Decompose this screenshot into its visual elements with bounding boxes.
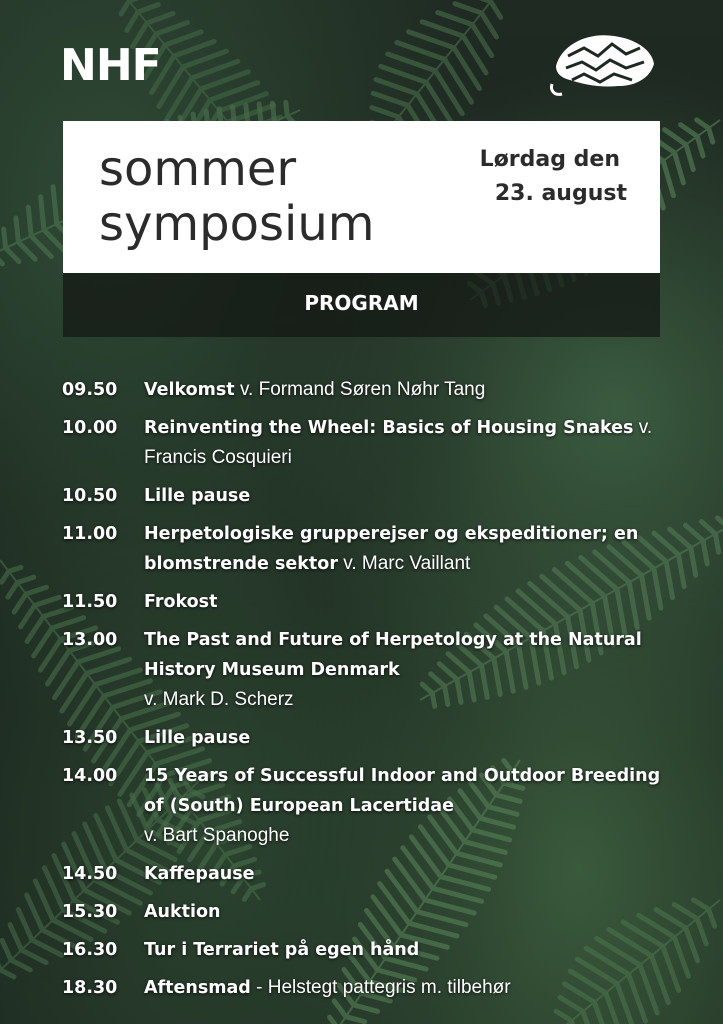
schedule-description <box>144 481 682 511</box>
session-speaker: v. Mark D. Scherz <box>144 689 294 710</box>
schedule-description <box>144 587 682 617</box>
schedule-description <box>144 935 682 965</box>
title-line-2: symposium <box>99 196 375 252</box>
schedule-time: 16.30 <box>62 940 118 960</box>
schedule-row <box>62 481 682 511</box>
title-box <box>63 121 660 273</box>
session-title: Herpetologiske grupperejser og ekspeditioner; en blomstrende sektor <box>144 524 639 574</box>
schedule-row <box>62 761 682 851</box>
session-speaker: - Helstegt pattegris m. tilbehør <box>250 977 511 998</box>
schedule-row <box>62 935 682 965</box>
program-bar <box>63 273 660 337</box>
schedule-time: 10.50 <box>62 486 118 506</box>
session-speaker: v. Marc Vaillant <box>337 553 471 574</box>
schedule-description <box>144 625 682 715</box>
schedule-time: 18.30 <box>62 978 118 998</box>
schedule-row <box>62 519 682 579</box>
session-title: Aftensmad <box>144 978 251 998</box>
schedule-time: 14.00 <box>62 766 118 786</box>
schedule-description <box>144 723 682 753</box>
date-line-2: 23. august <box>494 181 627 206</box>
schedule-row <box>62 973 682 1003</box>
session-title: Frokost <box>144 592 218 612</box>
schedule-description <box>144 973 682 1003</box>
schedule-description <box>144 519 682 579</box>
title-line-1: sommer <box>99 141 297 197</box>
session-title: 15 Years of Successful Indoor and Outdoor Breeding of (South) European Lacertidae <box>144 766 661 816</box>
session-title: Kaffepause <box>144 864 255 884</box>
schedule-description <box>144 859 682 889</box>
session-speaker: v. Formand Søren Nøhr Tang <box>234 379 486 400</box>
schedule-description <box>144 761 682 851</box>
schedule-row <box>62 587 682 617</box>
nhf-logo: NHF <box>60 40 161 91</box>
schedule-time: 14.50 <box>62 864 118 884</box>
schedule-time: 11.50 <box>62 592 118 612</box>
schedule-time: 09.50 <box>62 380 118 400</box>
schedule-row <box>62 859 682 889</box>
schedule-row <box>62 413 682 473</box>
schedule-time: 10.00 <box>62 418 118 438</box>
session-title: The Past and Future of Herpetology at the Natural History Museum Denmark <box>144 630 642 680</box>
schedule-description <box>144 375 682 405</box>
session-title: Tur i Terrariet på egen hånd <box>144 940 420 960</box>
session-speaker: v. Bart Spanoghe <box>144 825 290 846</box>
schedule-time: 11.00 <box>62 524 118 544</box>
program-heading: PROGRAM <box>304 291 419 315</box>
date-line-1: Lørdag den <box>479 147 620 172</box>
schedule-time: 13.00 <box>62 630 118 650</box>
lizard-emblem-icon <box>548 26 658 98</box>
schedule-row <box>62 375 682 405</box>
session-title: Lille pause <box>144 728 251 748</box>
session-title: Reinventing the Wheel: Basics of Housing Snakes <box>144 418 634 438</box>
schedule-time: 13.50 <box>62 728 118 748</box>
schedule-description <box>144 897 682 927</box>
schedule-row <box>62 897 682 927</box>
session-title: Lille pause <box>144 486 251 506</box>
session-title: Velkomst <box>144 380 235 400</box>
schedule-description <box>144 413 682 473</box>
session-title: Auktion <box>144 902 221 922</box>
session-speaker: v. Francis Cosquieri <box>144 417 653 468</box>
schedule-row <box>62 625 682 715</box>
schedule-row <box>62 723 682 753</box>
schedule-time: 15.30 <box>62 902 118 922</box>
schedule-list <box>62 375 682 1011</box>
